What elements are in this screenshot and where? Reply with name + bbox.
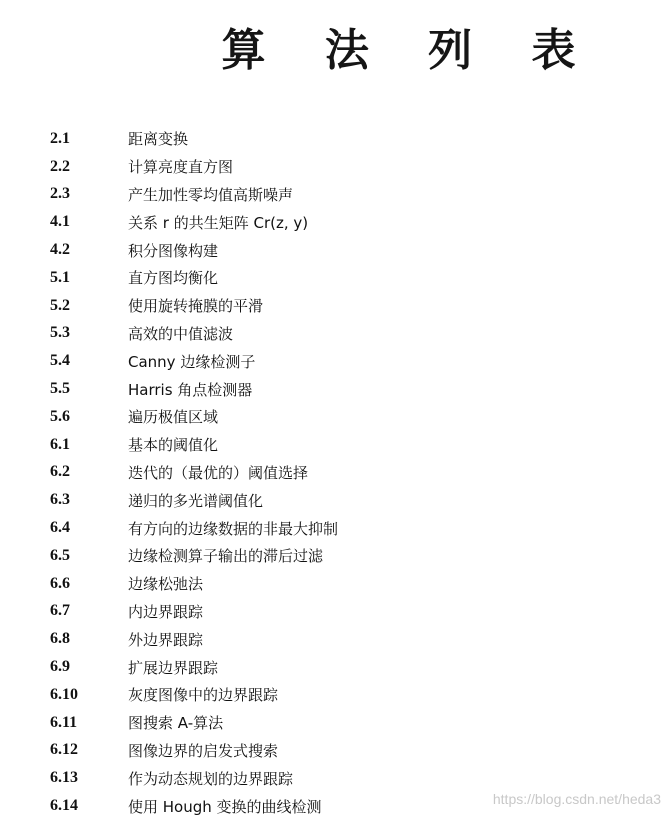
algorithm-name: 计算亮度直方图 xyxy=(128,158,234,177)
algorithm-name: 内边界跟踪 xyxy=(128,602,204,621)
list-item xyxy=(0,737,669,765)
algorithm-name: Harris 角点检测器 xyxy=(128,380,253,399)
algorithm-number: 6.10 xyxy=(50,685,78,703)
algorithm-number: 6.4 xyxy=(50,519,70,537)
list-item xyxy=(0,153,669,181)
list-item xyxy=(0,236,669,264)
algorithm-name: 迭代的（最优的）阈值选择 xyxy=(128,463,309,482)
algorithm-number: 6.13 xyxy=(50,769,78,787)
algorithm-number: 6.5 xyxy=(50,546,70,564)
algorithm-name: 高效的中值滤波 xyxy=(128,324,234,343)
list-item xyxy=(0,709,669,737)
algorithm-number: 6.2 xyxy=(50,463,70,481)
page-title: 算 法 列 表 xyxy=(221,25,598,76)
algorithm-name: Canny 边缘检测子 xyxy=(128,352,256,371)
algorithm-number: 6.12 xyxy=(50,741,78,759)
algorithm-name: 产生加性零均值高斯噪声 xyxy=(128,185,294,204)
algorithm-number: 2.3 xyxy=(50,185,70,203)
algorithm-number: 2.2 xyxy=(50,157,70,175)
algorithm-number: 4.2 xyxy=(50,241,70,259)
list-item xyxy=(0,459,669,487)
algorithm-name: 使用旋转掩膜的平滑 xyxy=(128,297,264,316)
algorithm-number: 4.1 xyxy=(50,213,70,231)
algorithm-name: 使用 Hough 变换的曲线检测 xyxy=(128,797,322,816)
algorithm-name: 遍历极值区域 xyxy=(128,408,219,427)
algorithm-number: 6.3 xyxy=(50,491,70,509)
algorithm-name: 图像边界的启发式搜索 xyxy=(128,741,279,760)
algorithm-number: 5.6 xyxy=(50,407,70,425)
algorithm-name: 有方向的边缘数据的非最大抑制 xyxy=(128,519,339,538)
list-item xyxy=(0,264,669,292)
algorithm-name: 图搜索 A-算法 xyxy=(128,714,224,733)
list-item xyxy=(0,625,669,653)
algorithm-name: 灰度图像中的边界跟踪 xyxy=(128,686,279,705)
list-item xyxy=(0,681,669,709)
list-item xyxy=(0,431,669,459)
list-item xyxy=(0,375,669,403)
list-item xyxy=(0,653,669,681)
algorithm-name: 基本的阈值化 xyxy=(128,436,219,455)
algorithm-number: 5.1 xyxy=(50,268,70,286)
list-item xyxy=(0,542,669,570)
list-item xyxy=(0,514,669,542)
algorithm-name: 递归的多光谱阈值化 xyxy=(128,491,264,510)
algorithm-number: 6.9 xyxy=(50,658,70,676)
list-item xyxy=(0,181,669,209)
algorithm-number: 6.1 xyxy=(50,435,70,453)
algorithm-number: 6.8 xyxy=(50,630,70,648)
list-item xyxy=(0,570,669,598)
list-item xyxy=(0,208,669,236)
algorithm-name: 外边界跟踪 xyxy=(128,630,204,649)
list-item xyxy=(0,598,669,626)
algorithm-number: 5.4 xyxy=(50,352,70,370)
list-item xyxy=(0,347,669,375)
algorithm-number: 2.1 xyxy=(50,129,70,147)
watermark: https://blog.csdn.net/heda3 xyxy=(492,791,661,807)
algorithm-name: 扩展边界跟踪 xyxy=(128,658,219,677)
algorithm-number: 6.14 xyxy=(50,797,78,815)
list-item xyxy=(0,292,669,320)
list-item xyxy=(0,764,669,792)
algorithm-name: 边缘检测算子输出的滞后过滤 xyxy=(128,547,324,566)
algorithm-name: 边缘松弛法 xyxy=(128,575,204,594)
algorithm-list xyxy=(0,125,669,820)
algorithm-name: 距离变换 xyxy=(128,130,189,149)
list-item xyxy=(0,320,669,348)
algorithm-name: 积分图像构建 xyxy=(128,241,219,260)
list-item xyxy=(0,125,669,153)
list-item xyxy=(0,403,669,431)
algorithm-number: 5.3 xyxy=(50,324,70,342)
algorithm-name: 作为动态规划的边界跟踪 xyxy=(128,769,294,788)
algorithm-number: 6.7 xyxy=(50,602,70,620)
algorithm-number: 6.11 xyxy=(50,713,78,731)
algorithm-name: 关系 r 的共生矩阵 Cr(z, y) xyxy=(128,213,309,232)
algorithm-number: 6.6 xyxy=(50,574,70,592)
algorithm-number: 5.5 xyxy=(50,380,70,398)
algorithm-number: 5.2 xyxy=(50,296,70,314)
algorithm-name: 直方图均衡化 xyxy=(128,269,219,288)
list-item xyxy=(0,486,669,514)
